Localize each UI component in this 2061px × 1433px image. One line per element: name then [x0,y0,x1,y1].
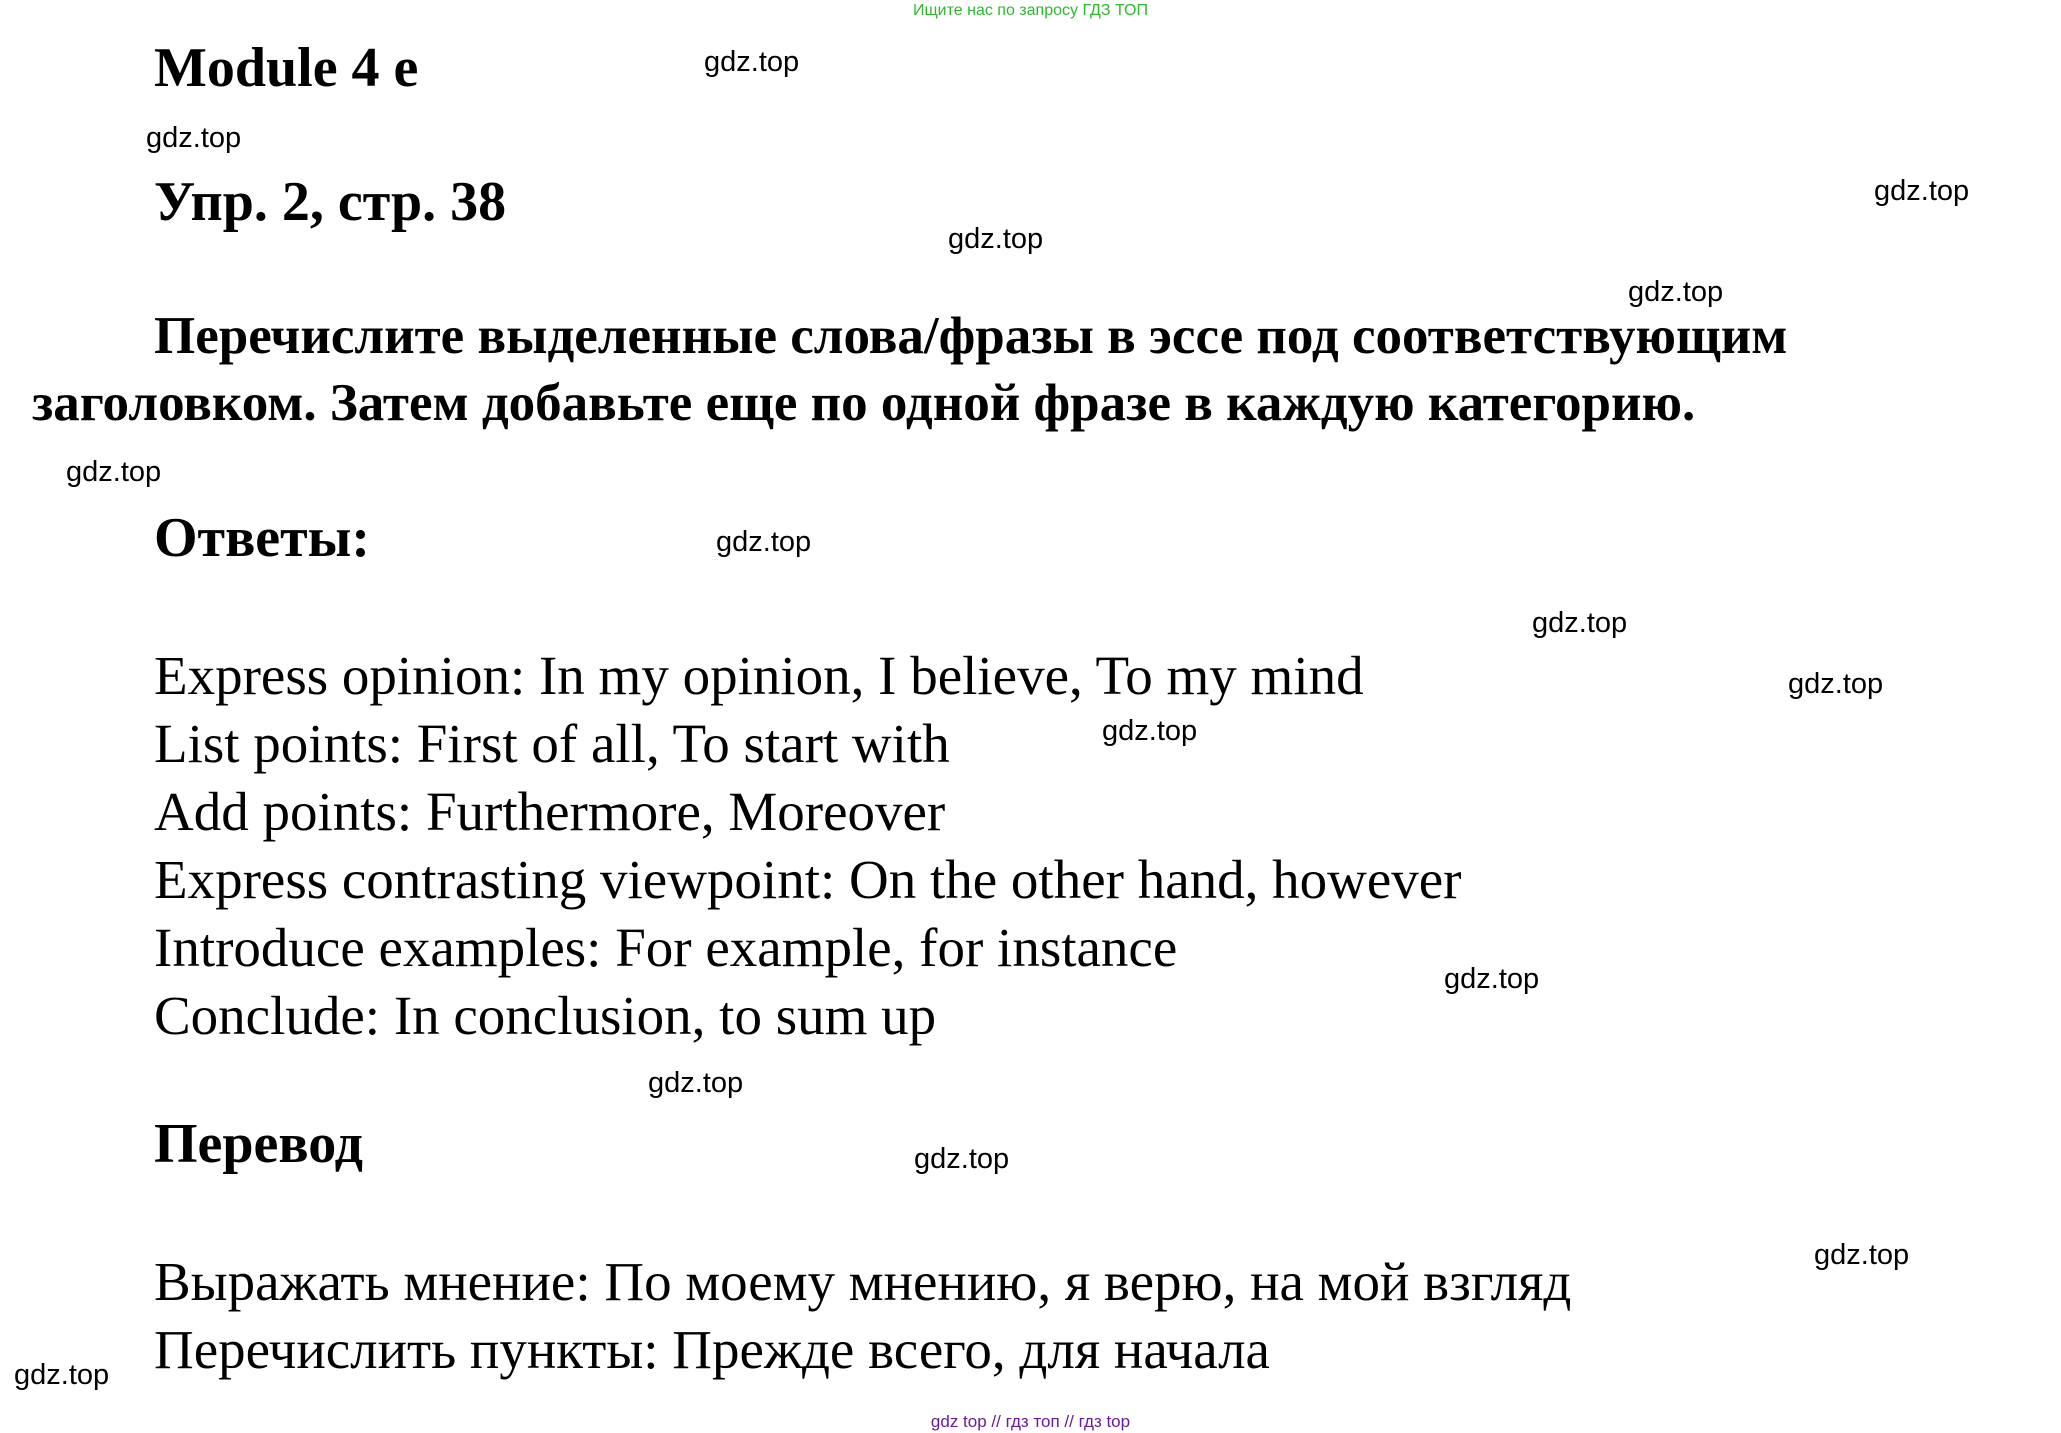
answers-heading: Ответы: [154,507,371,569]
watermark: gdz.top [1532,607,1628,639]
answer-item: Introduce examples: For example, for instance [154,917,1178,978]
translation-list [154,1248,1571,1384]
answers-list [154,642,1461,1050]
watermark: gdz.top [146,122,242,154]
watermark: gdz.top [704,46,800,78]
watermark: gdz.top [1874,175,1970,207]
watermark: gdz.top [14,1359,110,1391]
task-instruction [32,303,2012,437]
translation-item: Выражать мнение: По моему мнению, я верю, на мой взгляд [154,1251,1572,1312]
watermark: gdz.top [948,223,1044,255]
watermark: gdz.top [1102,715,1198,747]
watermark: gdz.top [648,1067,744,1099]
translation-item: Перечислить пункты: Прежде всего, для начала [154,1319,1270,1380]
watermark: gdz.top [716,526,812,558]
translation-heading: Перевод [154,1113,363,1175]
watermark: gdz.top [1814,1239,1910,1271]
task-line-1: Перечислите выделенные слова/фразы в эссе под соответствующим [154,307,1788,365]
watermark: gdz.top [1628,276,1724,308]
module-title: Module 4 e [154,37,419,99]
answer-item: Express contrasting viewpoint: On the other hand, however [154,849,1462,910]
watermark: gdz.top [1444,963,1540,995]
answer-item: Add points: Furthermore, Moreover [154,781,946,842]
answer-item: Conclude: In conclusion, to sum up [154,985,937,1046]
exercise-title: Упр. 2, стр. 38 [154,171,507,233]
answer-item: Express opinion: In my opinion, I believe, To my mind [154,645,1364,706]
task-line-2: заголовком. Затем добавьте еще по одной фразе в каждую категорию. [32,374,1696,432]
watermark: gdz.top [66,456,162,488]
watermark: gdz.top [1788,668,1884,700]
watermark: gdz.top [914,1143,1010,1175]
top-banner: Ищите нас по запросу ГДЗ ТОП [913,2,1148,19]
answer-item: List points: First of all, To start with [154,713,950,774]
bottom-banner: gdz top // гдз топ // гдз top [930,1412,1131,1431]
